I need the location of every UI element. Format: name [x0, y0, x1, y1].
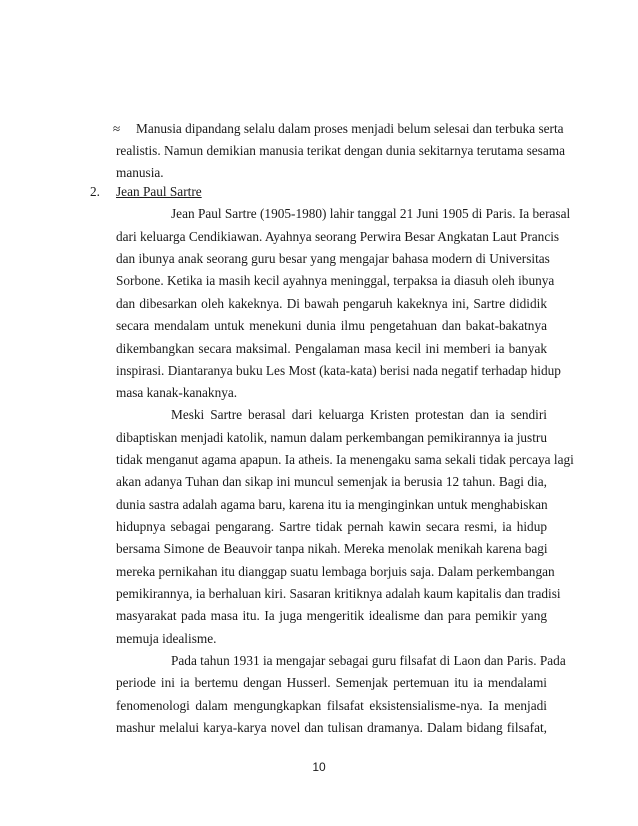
- paragraph-line: Meski Sartre berasal dari keluarga Kristen protestan dan ia sendiri: [171, 407, 547, 422]
- paragraph-line: hidupnya sebagai pengarang. Sartre tidak pernah kawin secara resmi, ia hidup: [116, 519, 547, 534]
- paragraph-line: dari keluarga Cendikiawan. Ayahnya seorang Perwira Besar Angkatan Laut Prancis: [116, 229, 560, 244]
- paragraph-line: mashur melalui karya-karya novel dan tulisan dramanya. Dalam bidang filsafat,: [116, 720, 547, 735]
- page-number: 10: [312, 760, 326, 774]
- paragraph-line: memuja idealisme.: [116, 631, 217, 646]
- paragraph-line: periode ini ia bertemu dengan Husserl. Semenjak pertemuan itu ia mendalami: [116, 675, 547, 690]
- paragraph-line: dan dibesarkan oleh kakeknya. Di bawah pengaruh kakeknya ini, Sartre dididik: [116, 296, 547, 311]
- paragraph-line: dunia sastra adalah agama baru, karena itu ia menginginkan untuk menghabiskan: [116, 497, 548, 512]
- paragraph-line: Pada tahun 1931 ia mengajar sebagai guru filsafat di Laon dan Paris. Pada: [171, 653, 566, 668]
- bullet-line: Manusia dipandang selalu dalam proses menjadi belum selesai dan terbuka serta: [136, 121, 564, 136]
- bullet-line: realistis. Namun demikian manusia terikat dengan dunia sekitarnya terutama sesama: [116, 143, 565, 158]
- paragraph-line: mereka pernikahan itu dianggap suatu lembaga borjuis saja. Dalam perkembangan: [116, 564, 555, 579]
- paragraph-line: dan ibunya anak seorang guru besar yang mengajar bahasa modern di Universitas: [116, 251, 550, 266]
- paragraph-line: masa kanak-kanaknya.: [116, 385, 238, 400]
- paragraph-line: secara mendalam untuk menekuni dunia ilmu pengetahuan dan bakat-bakatnya: [116, 318, 547, 333]
- paragraph-line: masyarakat pada masa itu. Ia juga mengeritik idealisme dan para pemikir yang: [116, 608, 547, 623]
- paragraph-line: tidak menganut agama apapun. Ia atheis. Ia menengaku sama sekali tidak percaya lagi: [116, 452, 574, 467]
- paragraph-line: bersama Simone de Beauvoir tanpa nikah. Mereka menolak menikah karena bagi: [116, 541, 548, 556]
- paragraph-line: pemikirannya, ia berhaluan kiri. Sasaran kritiknya adalah kaum kapitalis dan tradisi: [116, 586, 561, 601]
- paragraph-line: dibaptiskan menjadi katolik, namun dalam perkembangan pemikirannya ia justru: [116, 430, 547, 445]
- paragraph-line: Sorbone. Ketika ia masih kecil ayahnya meninggal, terpaksa ia diasuh oleh ibunya: [116, 273, 555, 288]
- paragraph-line: fenomenologi dalam mengungkapkan filsafat eksistensialisme-nya. Ia menjadi: [116, 698, 547, 713]
- section-number: 2.: [90, 184, 100, 199]
- paragraph-line: inspirasi. Diantaranya buku Les Most (kata-kata) berisi nada negatif terhadap hidup: [116, 363, 561, 378]
- bullet-line: manusia.: [116, 165, 164, 180]
- section-title: Jean Paul Sartre: [116, 184, 202, 199]
- bullet-symbol: ≈: [113, 121, 121, 136]
- paragraph-line: Jean Paul Sartre (1905-1980) lahir tanggal 21 Juni 1905 di Paris. Ia berasal: [171, 206, 571, 221]
- paragraph-line: akan adanya Tuhan dan sikap ini muncul semenjak ia berusia 12 tahun. Bagi dia,: [116, 474, 547, 489]
- paragraph-line: dikembangkan secara maksimal. Pengalaman masa kecil ini memberi ia banyak: [116, 341, 547, 356]
